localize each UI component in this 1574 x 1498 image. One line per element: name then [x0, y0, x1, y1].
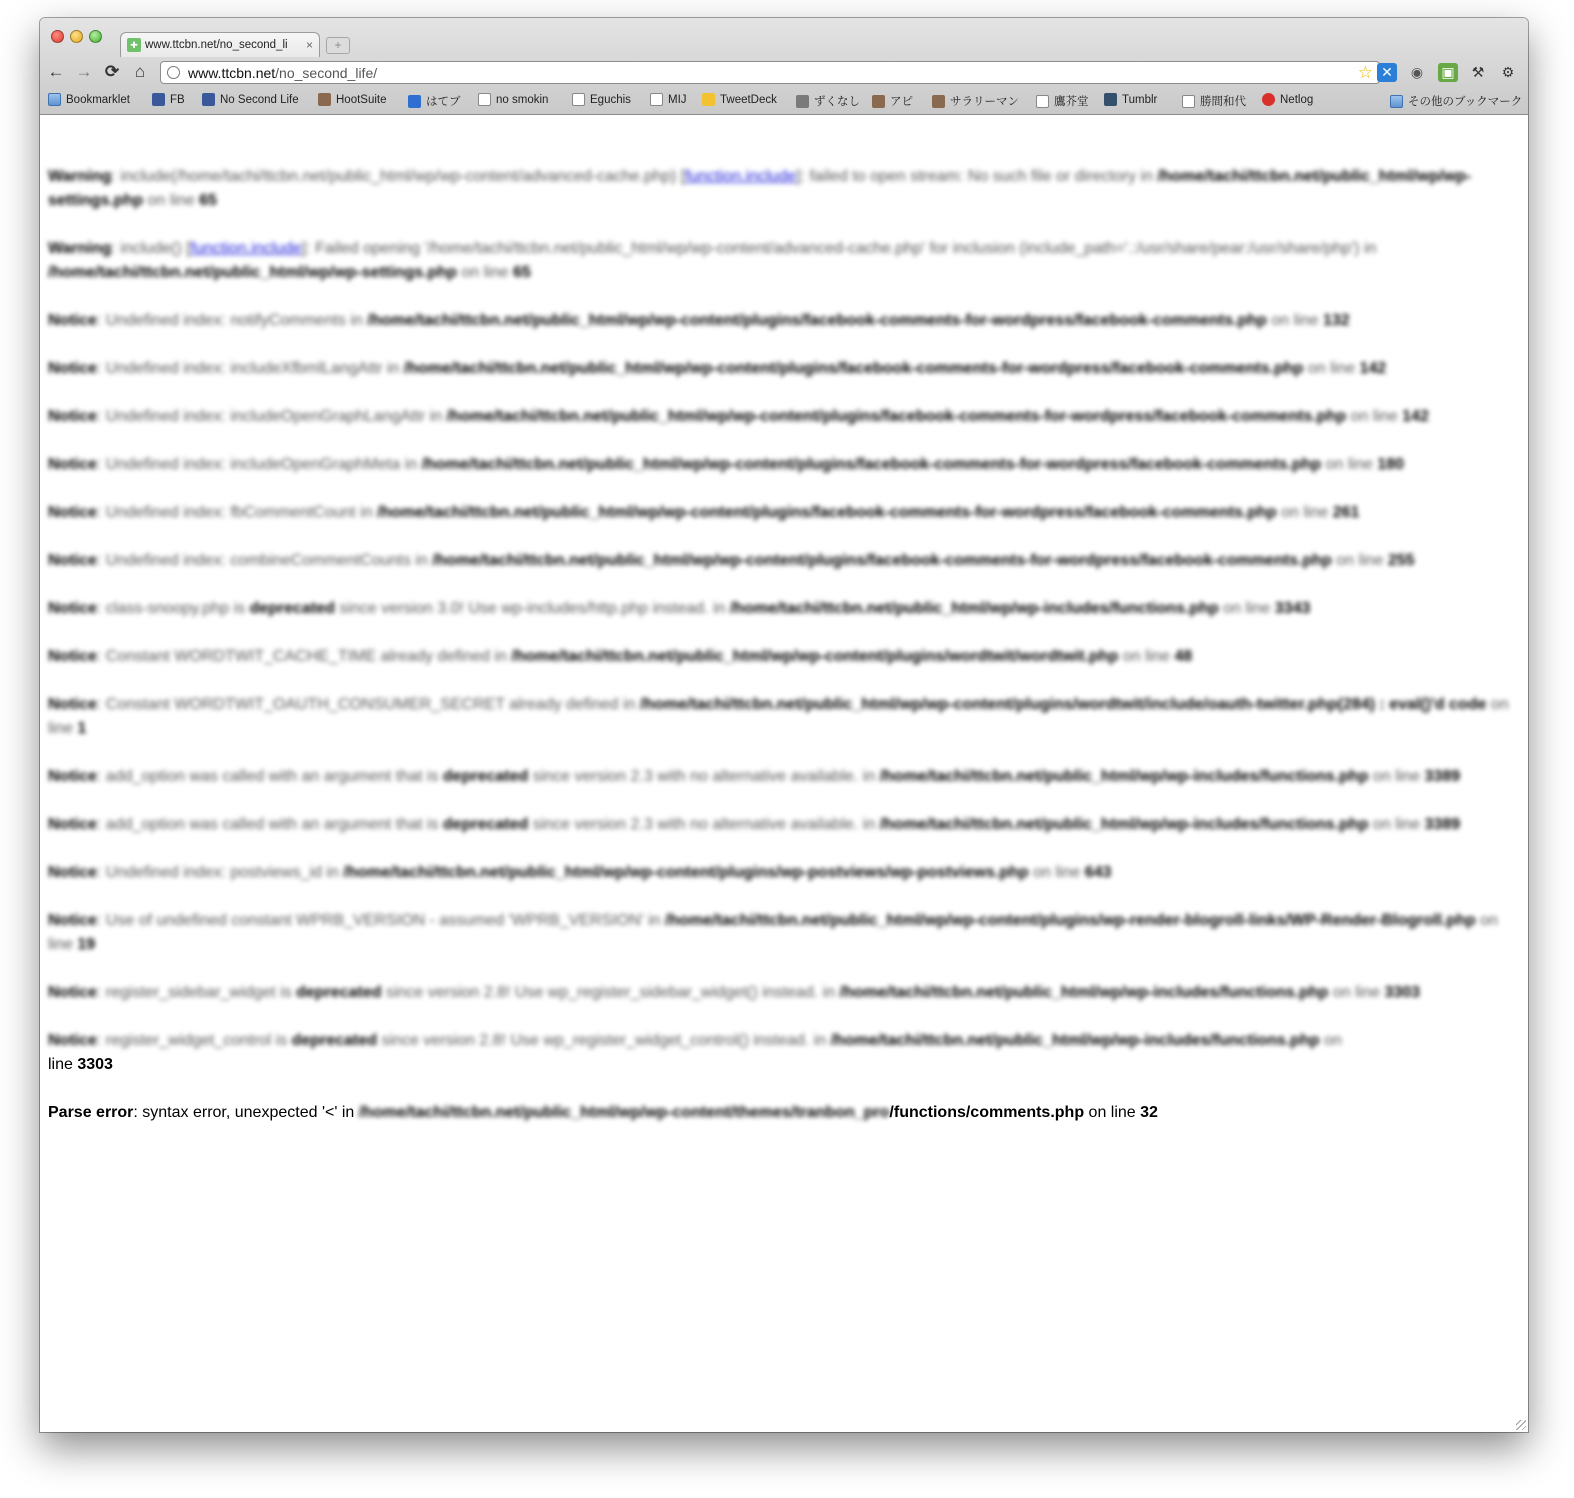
minimize-window-button[interactable]	[70, 30, 83, 43]
bookmark-item[interactable]: ずくなし	[796, 93, 860, 109]
error-message: Notice: class-snoopy.php is deprecated since version 3.0! Use wp-includes/http.php instead. in /home/tachi/ttcbn.net/public_html/wp/wp-includes/functions.php on line 3343	[48, 600, 1311, 617]
back-button[interactable]: ←	[47, 62, 65, 81]
page-icon	[650, 93, 663, 106]
hatena-bookmark-icon	[408, 95, 421, 108]
page-info-icon[interactable]	[167, 66, 180, 79]
bookmark-item[interactable]: TweetDeck	[702, 93, 777, 106]
home-button[interactable]: ⌂	[134, 62, 146, 81]
error-message: Notice: add_option was called with an argument that is deprecated since version 2.3 with no alternative available. in /home/tachi/ttcbn.net/public_html/wp/wp-includes/functions.php on line 3389	[48, 768, 1461, 785]
extension-globe-icon[interactable]: ◉	[1410, 64, 1424, 80]
netlog-icon	[1262, 93, 1275, 106]
error-message: Notice: Constant WORDTWIT_CACHE_TIME already defined in /home/tachi/ttcbn.net/public_html/wp/wp-content/plugins/wordtwit/wordtwit.php on line 48	[48, 648, 1193, 665]
error-message: Notice: Constant WORDTWIT_OAUTH_CONSUMER_SECRET already defined in /home/tachi/ttcbn.net/public_html/wp/wp-content/plugins/wordtwit/include/oauth-twitter.php(284) : eval()'d code on line 1	[48, 696, 1509, 737]
bookmark-item[interactable]: HootSuite	[318, 93, 387, 106]
parse-error-message: Parse error: syntax error, unexpected '<' in /home/tachi/ttcbn.net/public_html/wp/wp-content/themes/tranbon_pro/functions/comments.php on line 32	[48, 1104, 1158, 1121]
page-icon	[1182, 95, 1195, 108]
navigation-toolbar	[40, 58, 1528, 88]
bookmark-item[interactable]: no smokin	[478, 93, 548, 106]
new-tab-button[interactable]: +	[326, 37, 350, 54]
zukunashi-icon	[796, 95, 809, 108]
other-bookmarks-folder[interactable]: その他のブックマーク	[1390, 93, 1522, 109]
facebook-icon	[202, 93, 215, 106]
window-controls	[51, 30, 102, 43]
error-message-list	[48, 165, 1520, 1005]
bookmark-item[interactable]: Eguchis	[572, 93, 631, 106]
error-message: Notice: Use of undefined constant WPRB_VERSION - assumed 'WPRB_VERSION' in /home/tachi/ttcbn.net/public_html/wp/wp-content/plugins/wp-render-blogroll-links/WP-Render-Blogroll.php on line 19	[48, 912, 1498, 953]
bookmark-item[interactable]: 勝間和代	[1182, 93, 1246, 109]
bookmark-item[interactable]: サラリーマン	[932, 93, 1019, 109]
tab-title: www.ttcbn.net/no_second_li	[145, 39, 288, 51]
page-menu-icon[interactable]: ⚒	[1471, 64, 1485, 80]
function-link[interactable]: function.include	[190, 240, 302, 257]
salaryman-icon	[932, 95, 945, 108]
site-favicon-icon: ✚	[127, 38, 141, 52]
error-message: Notice: Undefined index: includeXfbmlLangAttr in /home/tachi/ttcbn.net/public_html/wp/wp-content/plugins/facebook-comments-for-wordpress/facebook-comments.php on line 142	[48, 360, 1387, 377]
facebook-icon	[152, 93, 165, 106]
page-icon	[478, 93, 491, 106]
tweetdeck-icon	[702, 93, 715, 106]
folder-icon	[1390, 95, 1403, 108]
error-message-last-notice: Notice: register_widget_control is deprecated since version 2.8! Use wp_register_widget_control() instead. in /home/tachi/ttcbn.net/public_html/wp/wp-includes/functions.php on line 3303	[48, 1032, 1342, 1073]
resize-grip[interactable]	[1516, 1420, 1526, 1430]
page-icon	[1036, 95, 1049, 108]
bookmark-item[interactable]: Tumblr	[1104, 93, 1157, 106]
function-link[interactable]: function.include	[685, 168, 797, 185]
bookmarks-bar	[40, 90, 1528, 112]
page-icon	[572, 93, 585, 106]
wrench-menu-icon[interactable]: ⚙	[1501, 64, 1515, 80]
error-message: Notice: Undefined index: fbCommentCount in /home/tachi/ttcbn.net/public_html/wp/wp-content/plugins/facebook-comments-for-wordpress/facebook-comments.php on line 261	[48, 504, 1360, 521]
error-message: Notice: Undefined index: includeOpenGraphMeta in /home/tachi/ttcbn.net/public_html/wp/wp-content/plugins/facebook-comments-for-wordpress/facebook-comments.php on line 180	[48, 456, 1404, 473]
error-message: Notice: add_option was called with an argument that is deprecated since version 2.3 with no alternative available. in /home/tachi/ttcbn.net/public_html/wp/wp-includes/functions.php on line 3389	[48, 816, 1461, 833]
bookmark-item[interactable]: 鷹芥堂	[1036, 93, 1089, 109]
bookmark-item[interactable]: No Second Life	[202, 93, 299, 106]
api-icon	[872, 95, 885, 108]
error-message: Notice: Undefined index: combineCommentCounts in /home/tachi/ttcbn.net/public_html/wp/wp-content/plugins/facebook-comments-for-wordpress/facebook-comments.php on line 255	[48, 552, 1415, 569]
error-message: Warning: include(/home/tachi/ttcbn.net/public_html/wp/wp-content/advanced-cache.php) [function.include]: failed to open stream: No such file or directory in /home/tachi/ttcbn.net/public_html/wp/wp-settings.php on line 65	[48, 168, 1472, 209]
bookmark-item[interactable]: アピ	[872, 93, 913, 109]
bookmark-item[interactable]: FB	[152, 93, 185, 106]
close-window-button[interactable]	[51, 30, 64, 43]
error-message: Notice: Undefined index: includeOpenGraphLangAttr in /home/tachi/ttcbn.net/public_html/wp/wp-content/plugins/facebook-comments-for-wordpress/facebook-comments.php on line 142	[48, 408, 1429, 425]
bookmark-star-icon[interactable]: ☆	[1357, 62, 1373, 82]
error-message: Warning: include() [function.include]: Failed opening '/home/tachi/ttcbn.net/public_html/wp/wp-content/advanced-cache.php' for inclusion (include_path='.:/usr/share/pear:/usr/share/php') in /home/tachi/ttcbn.net/public_html/wp/wp-settings.php on line 65	[48, 240, 1377, 281]
tumblr-icon	[1104, 93, 1117, 106]
extension-evernote-icon[interactable]: ▣	[1438, 63, 1458, 82]
hootsuite-owl-icon	[318, 93, 331, 106]
url-text[interactable]: www.ttcbn.net/no_second_life/	[188, 64, 378, 81]
browser-chrome	[40, 18, 1528, 115]
bookmark-item[interactable]: MIJ	[650, 93, 687, 106]
reload-button[interactable]: ⟳	[104, 62, 120, 81]
error-message: Notice: Undefined index: postviews_id in /home/tachi/ttcbn.net/public_html/wp/wp-content/plugins/wp-postviews/wp-postviews.php on line 643	[48, 864, 1112, 881]
error-message: Notice: register_sidebar_widget is deprecated since version 2.8! Use wp_register_sidebar_widget() instead. in /home/tachi/ttcbn.net/public_html/wp/wp-includes/functions.php on line 3303	[48, 984, 1421, 1001]
browser-window	[40, 18, 1528, 1432]
tab-active[interactable]	[120, 32, 320, 57]
bookmark-item[interactable]: はてブ	[408, 93, 461, 109]
error-message: Notice: Undefined index: notifyComments in /home/tachi/ttcbn.net/public_html/wp/wp-content/plugins/facebook-comments-for-wordpress/facebook-comments.php on line 132	[48, 312, 1350, 329]
bookmark-item[interactable]: Bookmarklet	[48, 93, 130, 106]
page-content	[40, 115, 1528, 1432]
forward-button[interactable]: →	[75, 62, 93, 81]
tab-close-icon[interactable]: ×	[305, 38, 313, 52]
extension-crossrider-icon[interactable]: ✕	[1377, 63, 1397, 82]
bookmark-item[interactable]: Netlog	[1262, 93, 1313, 106]
folder-icon	[48, 93, 61, 106]
zoom-window-button[interactable]	[89, 30, 102, 43]
address-bar[interactable]	[160, 61, 1380, 84]
